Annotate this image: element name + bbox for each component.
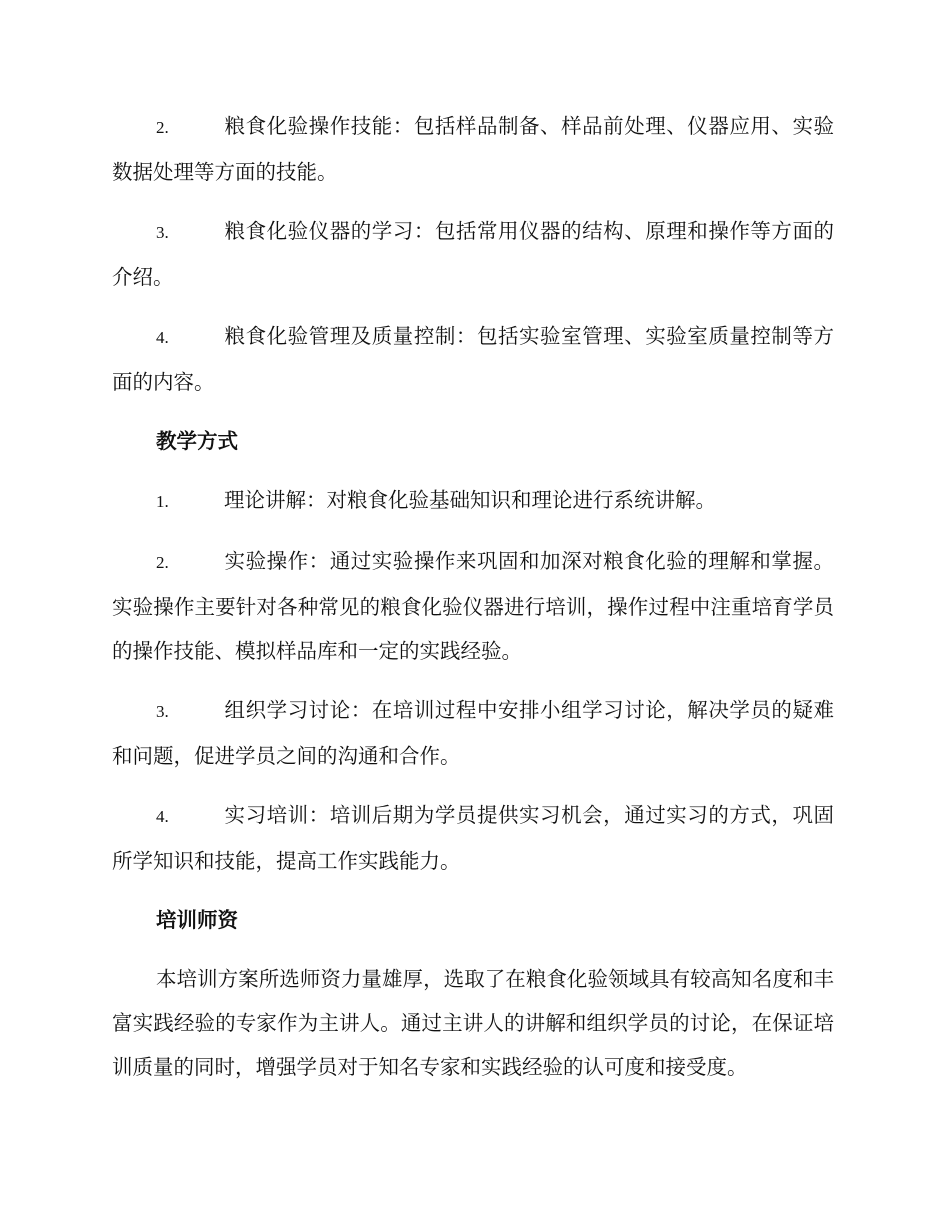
document-content bbox=[112, 104, 834, 1089]
list-number: 3. bbox=[156, 223, 169, 242]
list-text: 实习培训：培训后期为学员提供实习机会，通过实习的方式，巩固所学知识和技能，提高工作实践能力。 bbox=[112, 803, 834, 873]
list-text: 组织学习讨论：在培训过程中安排小组学习讨论，解决学员的疑难和问题，促进学员之间的沟通和合作。 bbox=[112, 698, 834, 768]
list-text: 粮食化验操作技能：包括样品制备、样品前处理、仪器应用、实验数据处理等方面的技能。 bbox=[112, 114, 834, 184]
list-item bbox=[112, 209, 834, 299]
list-text: 粮食化验仪器的学习：包括常用仪器的结构、原理和操作等方面的介绍。 bbox=[112, 219, 834, 289]
list-text: 理论讲解：对粮食化验基础知识和理论进行系统讲解。 bbox=[224, 488, 716, 512]
section-heading-trainers: 培训师资 bbox=[156, 908, 238, 932]
list-number: 4. bbox=[156, 807, 169, 826]
list-text: 粮食化验管理及质量控制：包括实验室管理、实验室质量控制等方面的内容。 bbox=[112, 324, 834, 394]
list-item bbox=[112, 793, 834, 883]
list-number: 3. bbox=[156, 702, 169, 721]
list-item bbox=[112, 314, 834, 404]
trainers-paragraph: 本培训方案所选师资力量雄厚，选取了在粮食化验领域具有较高知名度和丰富实践经验的专家作为主讲人。通过主讲人的讲解和组织学员的讨论，在保证培训质量的同时，增强学员对于知名专家和实践经验的认可度和接受度。 bbox=[112, 967, 834, 1079]
list-number: 1. bbox=[156, 492, 169, 511]
list-number: 2. bbox=[156, 553, 169, 572]
list-number: 4. bbox=[156, 328, 169, 347]
list-text: 实验操作：通过实验操作来巩固和加深对粮食化验的理解和掌握。实验操作主要针对各种常见的粮食化验仪器进行培训，操作过程中注重培育学员的操作技能、模拟样品库和一定的实践经验。 bbox=[112, 549, 834, 663]
list-item bbox=[112, 104, 834, 194]
list-number: 2. bbox=[156, 118, 169, 137]
section-heading-teaching-methods: 教学方式 bbox=[156, 429, 238, 453]
list-item bbox=[112, 478, 834, 524]
list-item bbox=[112, 539, 834, 673]
list-item bbox=[112, 688, 834, 778]
